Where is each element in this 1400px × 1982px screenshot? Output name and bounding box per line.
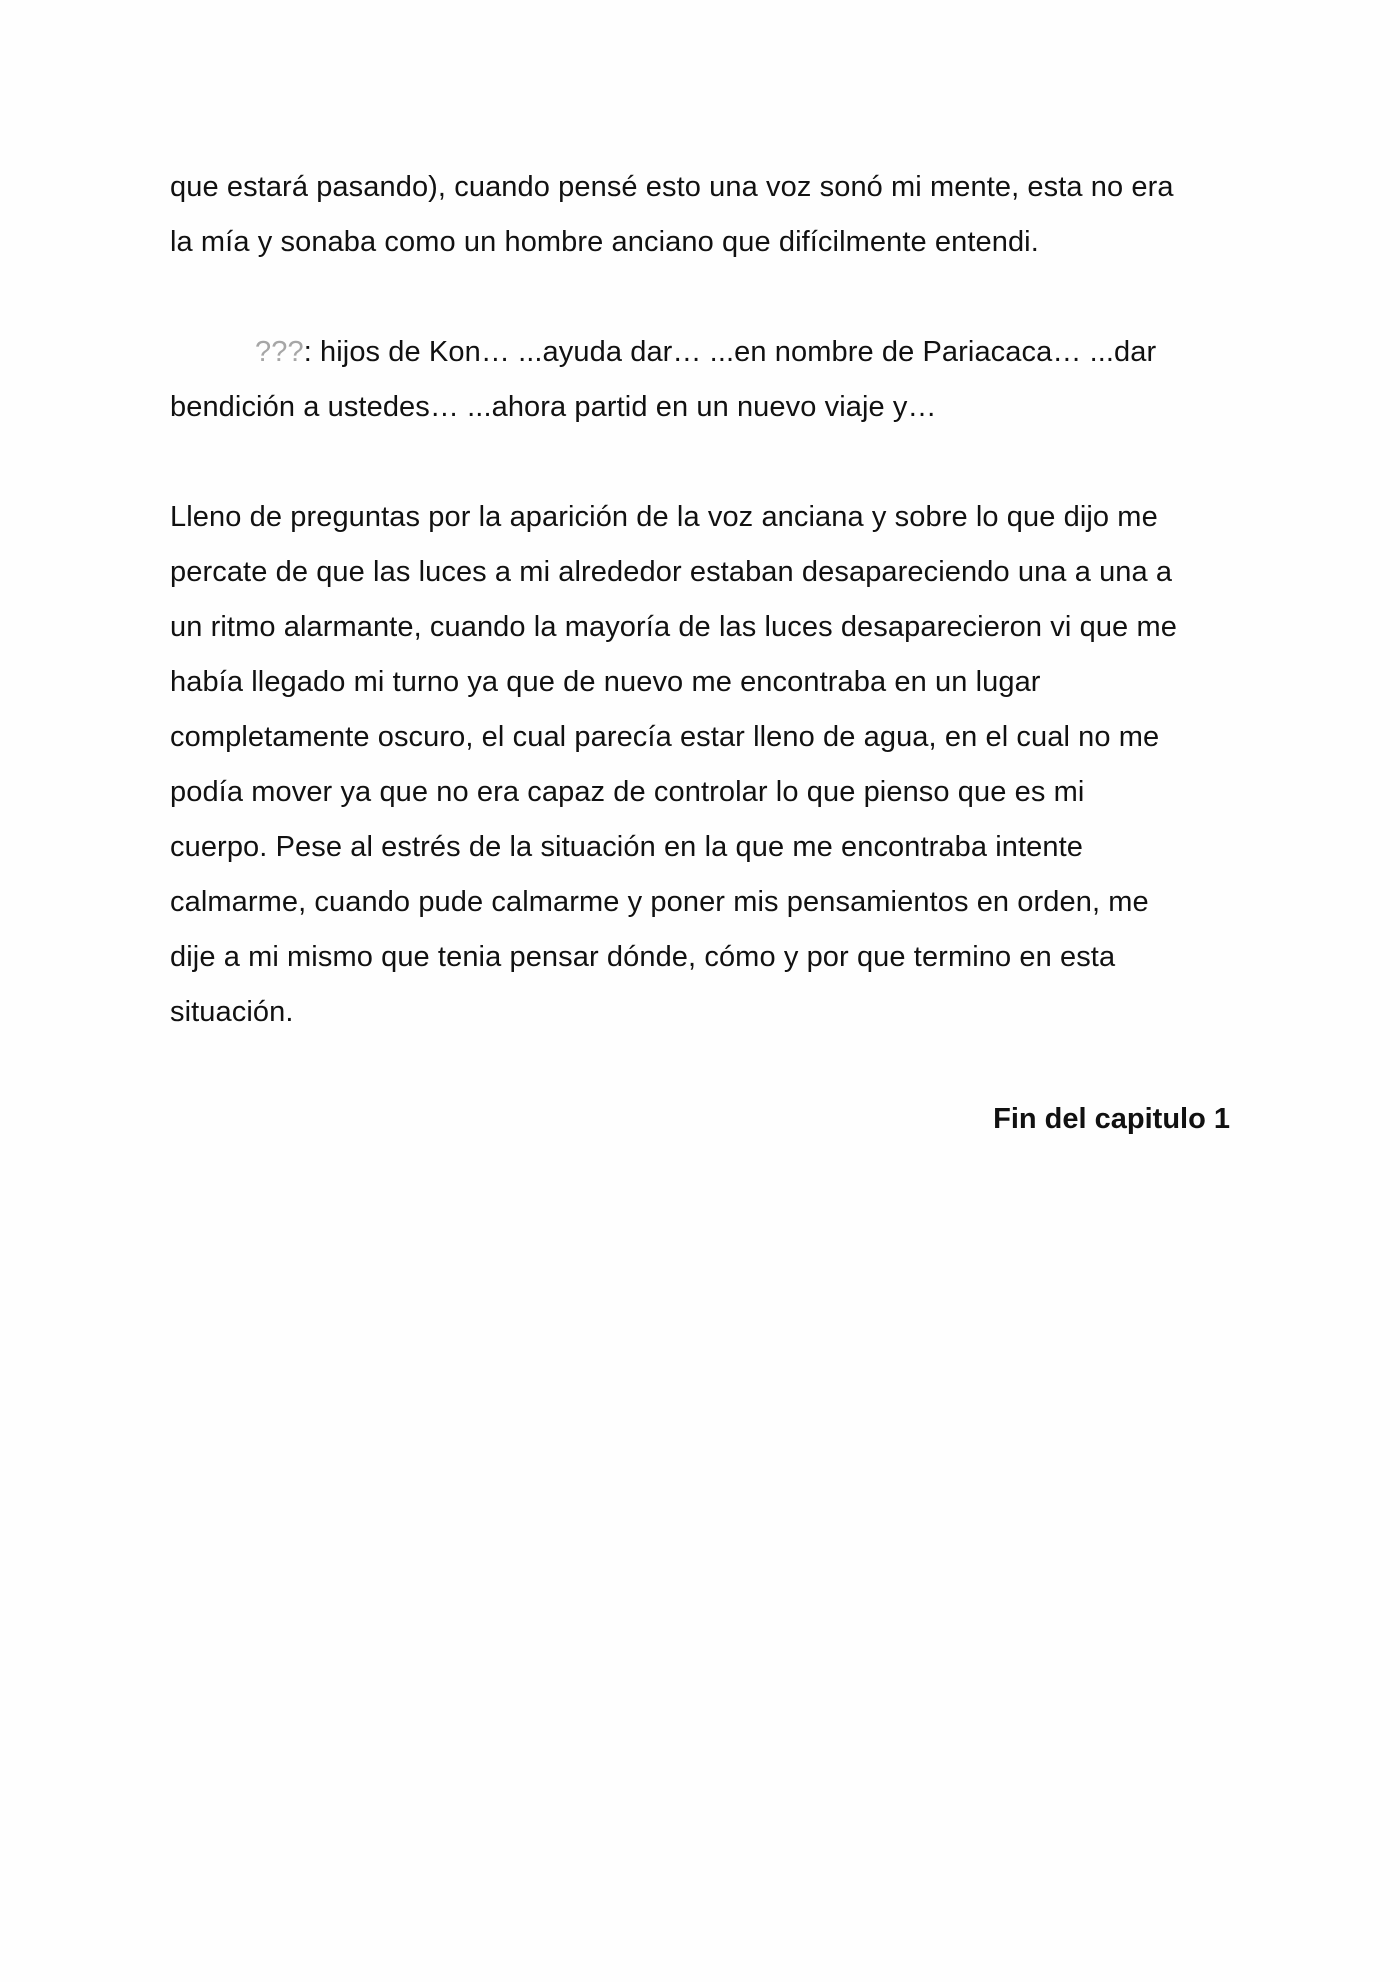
dialogue-text: : hijos de Kon… ...ayuda dar… ...en nombre de Pariacaca… ...dar [303, 336, 1157, 368]
dialogue-line [170, 325, 1230, 380]
text-line: calmarme, cuando pude calmarme y poner mis pensamientos en orden, me [170, 886, 1149, 918]
text-line: podía mover ya que no era capaz de controlar lo que pienso que es mi [170, 776, 1085, 808]
paragraph-narration-2 [170, 490, 1230, 1040]
text-line: Lleno de preguntas por la aparición de la voz anciana y sobre lo que dijo me [170, 501, 1158, 533]
text-line: percate de que las luces a mi alrededor estaban desapareciendo una a una a [170, 556, 1173, 588]
text-line: dije a mi mismo que tenia pensar dónde, cómo y por que termino en esta [170, 941, 1116, 973]
text-line: un ritmo alarmante, cuando la mayoría de las luces desaparecieron vi que me [170, 611, 1177, 643]
speaker-label: ??? [255, 336, 304, 368]
text-line: situación. [170, 996, 294, 1028]
text-line: había llegado mi turno ya que de nuevo me encontraba en un lugar [170, 666, 1041, 698]
paragraph-narration-1 [170, 160, 1230, 270]
text-line: la mía y sonaba como un hombre anciano que difícilmente entendi. [170, 226, 1039, 258]
text-line: bendición a ustedes… ...ahora partid en un nuevo viaje y… [170, 391, 937, 423]
text-line: que estará pasando), cuando pensé esto una voz sonó mi mente, esta no era [170, 171, 1174, 203]
text-line: completamente oscuro, el cual parecía estar lleno de agua, en el cual no me [170, 721, 1160, 753]
chapter-end-label: Fin del capitulo 1 [993, 1103, 1230, 1135]
paragraph-dialogue [170, 325, 1230, 435]
text-line: cuerpo. Pese al estrés de la situación en la que me encontraba intente [170, 831, 1084, 863]
